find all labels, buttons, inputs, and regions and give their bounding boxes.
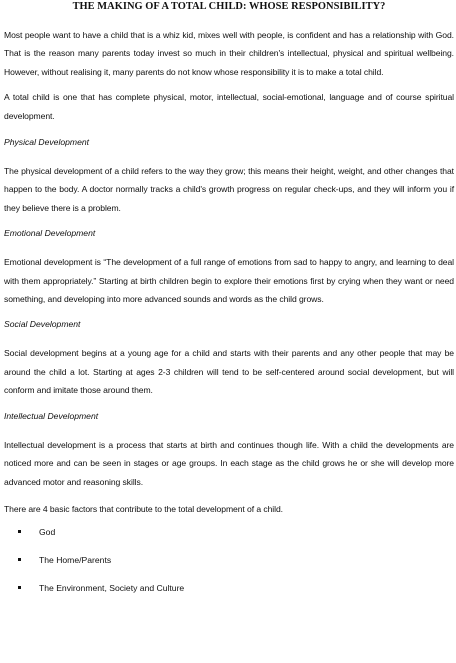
factor-label: God — [39, 527, 56, 538]
section-heading-intellectual: Intellectual Development — [4, 410, 99, 421]
section-body-intellectual: Intellectual development is a process that starts at birth and continues though life. With a child the developments are noticed more and can be seen in stages or age groups. In each stage as the child grows he or she will develop more advanced motor and reasoning skills. — [4, 439, 454, 487]
factors-intro: There are 4 basic factors that contribute to the total development of a child. — [4, 503, 283, 514]
bullet-icon — [18, 530, 21, 533]
list-item — [4, 554, 454, 566]
section-heading-social: Social Development — [4, 319, 81, 330]
factors-list — [4, 526, 454, 594]
list-item — [4, 526, 454, 538]
bullet-icon — [18, 558, 21, 561]
list-item — [4, 582, 454, 594]
document-page — [4, 0, 454, 594]
factor-label: The Environment, Society and Culture — [39, 583, 185, 594]
section-heading-emotional: Emotional Development — [4, 228, 96, 239]
document-title: THE MAKING OF A TOTAL CHILD: WHOSE RESPONSIBILITY? — [72, 1, 386, 12]
intro-paragraph-2: A total child is one that has complete physical, motor, intellectual, social-emotional, language and of course spiritual development. — [4, 92, 454, 121]
section-body-physical: The physical development of a child refers to the way they grow; this means their height, weight, and other changes that happen to the body. A doctor normally tracks a child's growth progress on regular check-ups, and they will inform you if they believe there is a problem. — [4, 166, 454, 213]
section-body-emotional: Emotional development is “The development of a full range of emotions from sad to happy to angry, and learning to deal with them appropriately.” Starting at birth children begin to explore their emotions first by crying when they want or need something, and developing into more advanced sounds and words as the child grows. — [4, 257, 454, 305]
section-heading-physical: Physical Development — [4, 137, 90, 148]
factor-label: The Home/Parents — [39, 555, 112, 566]
section-body-social: Social development begins at a young age for a child and starts with their parents and any other people that may be around the child a lot. Starting at ages 2-3 children will tend to be self-centered around social development, but will conform and imitate those around them. — [4, 348, 454, 396]
bullet-icon — [18, 586, 21, 589]
intro-paragraph-1: Most people want to have a child that is a whiz kid, mixes well with people, is confident and has a relationship with God. That is the reason many parents today invest so much in their children's intellectual, physical and spiritual wellbeing. However, without realising it, many parents do not know whose responsibility it is to make a total child. — [4, 30, 454, 77]
